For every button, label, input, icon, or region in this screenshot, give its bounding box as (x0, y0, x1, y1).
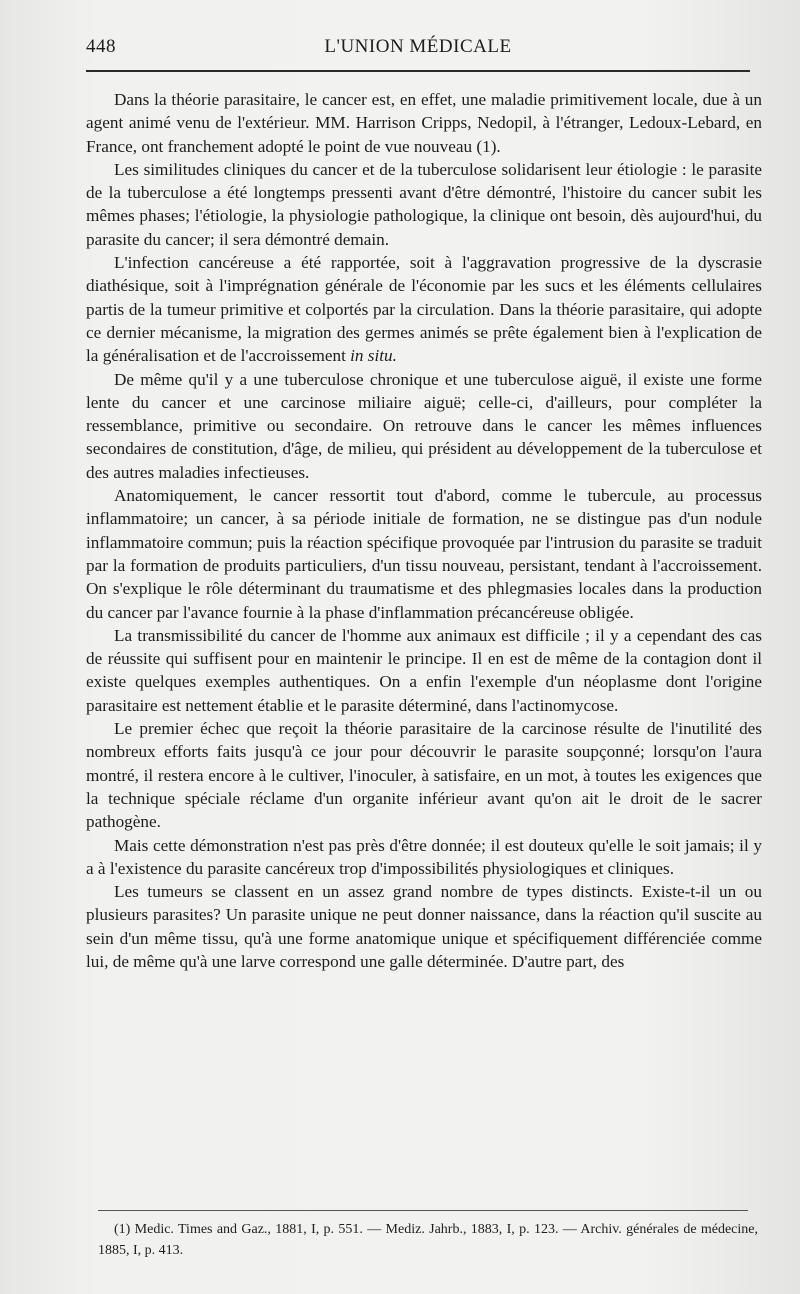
italic-phrase: in situ. (350, 346, 397, 366)
paragraph: Les similitudes cliniques du cancer et de la tuberculose solidarisent leur étiologie : le parasite de la tuberculose a été longtemps pressenti avant d'être démontré, l'histoire du cancer subit les mêmes phases; l'étiologie, la physiologie pathologique, la clinique ont besoin, dès aujourd'hui, du parasite du cancer; il sera démontré demain. (86, 159, 762, 249)
footnote (98, 1219, 758, 1261)
body-text (86, 88, 762, 973)
paragraph-text: L'infection cancéreuse a été rapportée, soit à l'aggravation progressive de la dyscrasie diathésique, soit à l'imprégnation générale de l'économie par les sucs et les éléments cellulaires partis de la tumeur primitive et colportés par la circulation. Dans la théorie parasitaire, qui adopte ce dernier mécanisme, la migration des germes animés se prête également bien à l'explication de la généralisation et de l'accroissement (86, 253, 762, 366)
footnote-rule (98, 1210, 748, 1211)
paragraph: Dans la théorie parasitaire, le cancer est, en effet, une maladie primitivement locale, due à un agent animé venu de l'extérieur. MM. Harrison Cripps, Nedopil, à l'étranger, Ledoux-Lebard, en France, ont franchement adopté le point de vue nouveau (1). (86, 90, 762, 156)
paragraph: Mais cette démonstration n'est pas près d'être donnée; il est douteux qu'elle le soit jamais; il y a à l'existence du parasite cancéreux trop d'impossibilités physiologiques et cliniques. (86, 835, 762, 878)
paragraph: Anatomiquement, le cancer ressortit tout d'abord, comme le tubercule, au processus inflammatoire; un cancer, à sa période initiale de formation, ne se distingue pas d'un nodule inflammatoire commun; puis la réaction spécifique provoquée par l'intrusion du parasite se traduit par la formation de produits particuliers, d'un tissu nouveau, persistant, tendant à l'accroissement. On s'explique le rôle déterminant du traumatisme et des phlegmasies locales dans la production du cancer par l'avance fournie à la phase d'inflammation précancéreuse obligée. (86, 486, 762, 622)
page-number: 448 (86, 36, 116, 57)
running-title: L'UNION MÉDICALE (324, 36, 512, 57)
footnote-text: (1) Medic. Times and Gaz., 1881, I, p. 551. — Mediz. Jahrb., 1883, I, p. 123. — Archiv. générales de médecine, 1885, I, p. 413. (98, 1222, 758, 1258)
paragraph: La transmissibilité du cancer de l'homme aux animaux est difficile ; il y a cependant des cas de réussite qui suffisent pour en maintenir le principe. Il en est de même de la contagion dont il existe quelques exemples authentiques. On a enfin l'exemple d'un néoplasme dont l'origine parasitaire est nettement établie et le parasite déterminé, dans l'actinomycose. (86, 625, 762, 715)
header-rule (86, 70, 750, 72)
paragraph: Le premier échec que reçoit la théorie parasitaire de la carcinose résulte de l'inutilité des nombreux efforts faits jusqu'à ce jour pour découvrir le parasite soupçonné; lorsqu'on l'aura montré, il restera encore à le cultiver, l'inoculer, à satisfaire, en un mot, à toutes les exigences que la technique spéciale réclame d'un organite inférieur avant qu'on ait le droit de le sacrer pathogène. (86, 719, 762, 832)
paragraph: De même qu'il y a une tuberculose chronique et une tuberculose aiguë, il existe une forme lente du cancer et une carcinose miliaire aiguë; celle-ci, d'ailleurs, pour compléter la ressemblance, primitive ou secondaire. On retrouve dans le cancer les mêmes influences secondaires de constitution, d'âge, de milieu, qui président au développement de la tuberculose et des autres maladies infectieuses. (86, 369, 762, 482)
paragraph: Les tumeurs se classent en un assez grand nombre de types distincts. Existe-t-il un ou plusieurs parasites? Un parasite unique ne peut donner naissance, dans la réaction qu'il suscite au sein d'un même tissu, qu'à une forme anatomique unique et spécifiquement différenciée comme lui, de même qu'à une larve correspond une galle déterminée. D'autre part, des (86, 882, 762, 971)
page-header (86, 36, 750, 58)
paragraph (86, 251, 762, 367)
